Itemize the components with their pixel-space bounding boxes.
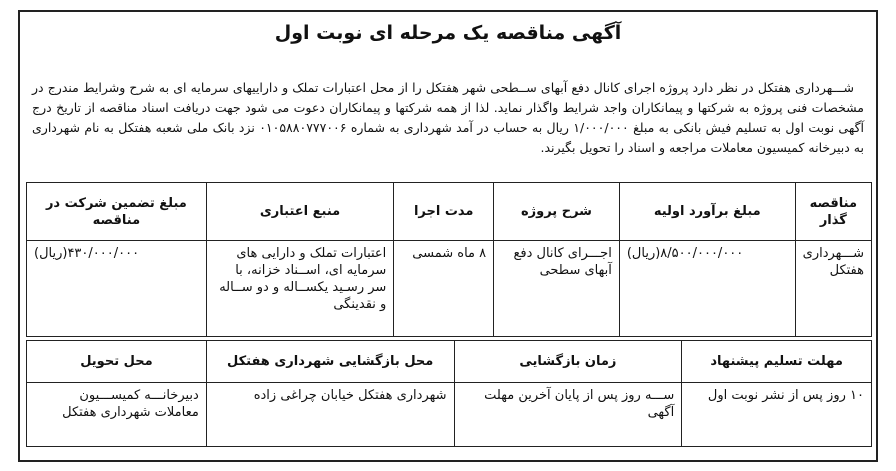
notice-frame: [18, 10, 878, 462]
header-guarantee: مبلغ تضمین شرکت در مناقصه: [27, 183, 207, 241]
cell-duration: ۸ ماه شمسی: [394, 241, 494, 337]
cell-opening-place: شهرداری هفتکل خیابان چراغی زاده: [206, 383, 454, 447]
header-project-desc: شرح پروژه: [494, 183, 620, 241]
cell-delivery-place: دبیرخانـــه کمیســـیون معاملات شهرداری هفتکل: [27, 383, 207, 447]
header-opening-time: زمان بازگشایی: [454, 341, 682, 383]
notice-intro: شـــهرداری هفتکل در نظر دارد پروژه اجرای کانال دفع آبهای ســطحی شهر هفتکل را از محل اعتبارات تملک و داراییهای سرمایه ای به شرح وشرایط مندرج در مشخصات فنی پروژه به شرکتها و پیمانکاران واجد شرایط واگذار نماید. لذا از همه شرکتها و پیمانکاران دعوت می شود جهت دریافت اسناد مناقصه از تاریخ درج آگهی نوبت اول به تسلیم فیش بانکی به مبلغ ۱/۰۰۰/۰۰۰ ریال به حساب در آمد شهرداری به شماره ۰۱۰۵۸۸۰۷۷۷۰۰۶ نزد بانک ملی شعبه هفتکل به نام شهرداری به دبیرخانه کمیسیون معاملات مراجعه و اسناد را تحویل بگیرند.: [32, 80, 865, 155]
cell-deadline: ۱۰ روز پس از نشر نوبت اول: [682, 383, 872, 447]
notice-title: آگهی مناقصه یک مرحله ای نوبت اول: [274, 22, 622, 44]
cell-estimate: ۸/۵۰۰/۰۰۰/۰۰۰(ریال): [619, 241, 795, 337]
cell-tenderer: شـــهرداری هفتکل: [795, 241, 871, 337]
tender-table: [26, 182, 872, 337]
header-estimate: مبلغ برآورد اولیه: [619, 183, 795, 241]
header-duration: مدت اجرا: [394, 183, 494, 241]
header-tenderer: مناقصه گذار: [795, 183, 871, 241]
header-deadline: مهلت تسلیم پیشنهاد: [682, 341, 872, 383]
cell-funding-source: اعتبارات تملک و دارایی های سرمایه ای، اســناد خزانه، با سر رسـید یکســاله و دو ســاله و نقدینگی: [206, 241, 394, 337]
cell-guarantee: ۴۳۰/۰۰۰/۰۰۰(ریال): [27, 241, 207, 337]
header-opening-place: محل بازگشایی شهرداری هفتکل: [206, 341, 454, 383]
cell-project-desc: اجـــرای کانال دفع آبهای سطحی: [494, 241, 620, 337]
cell-opening-time: ســـه روز پس از پایان آخرین مهلت آگهی: [454, 383, 682, 447]
header-funding-source: منبع اعتباری: [206, 183, 394, 241]
schedule-table: [26, 340, 872, 447]
header-delivery-place: محل تحویل: [27, 341, 207, 383]
